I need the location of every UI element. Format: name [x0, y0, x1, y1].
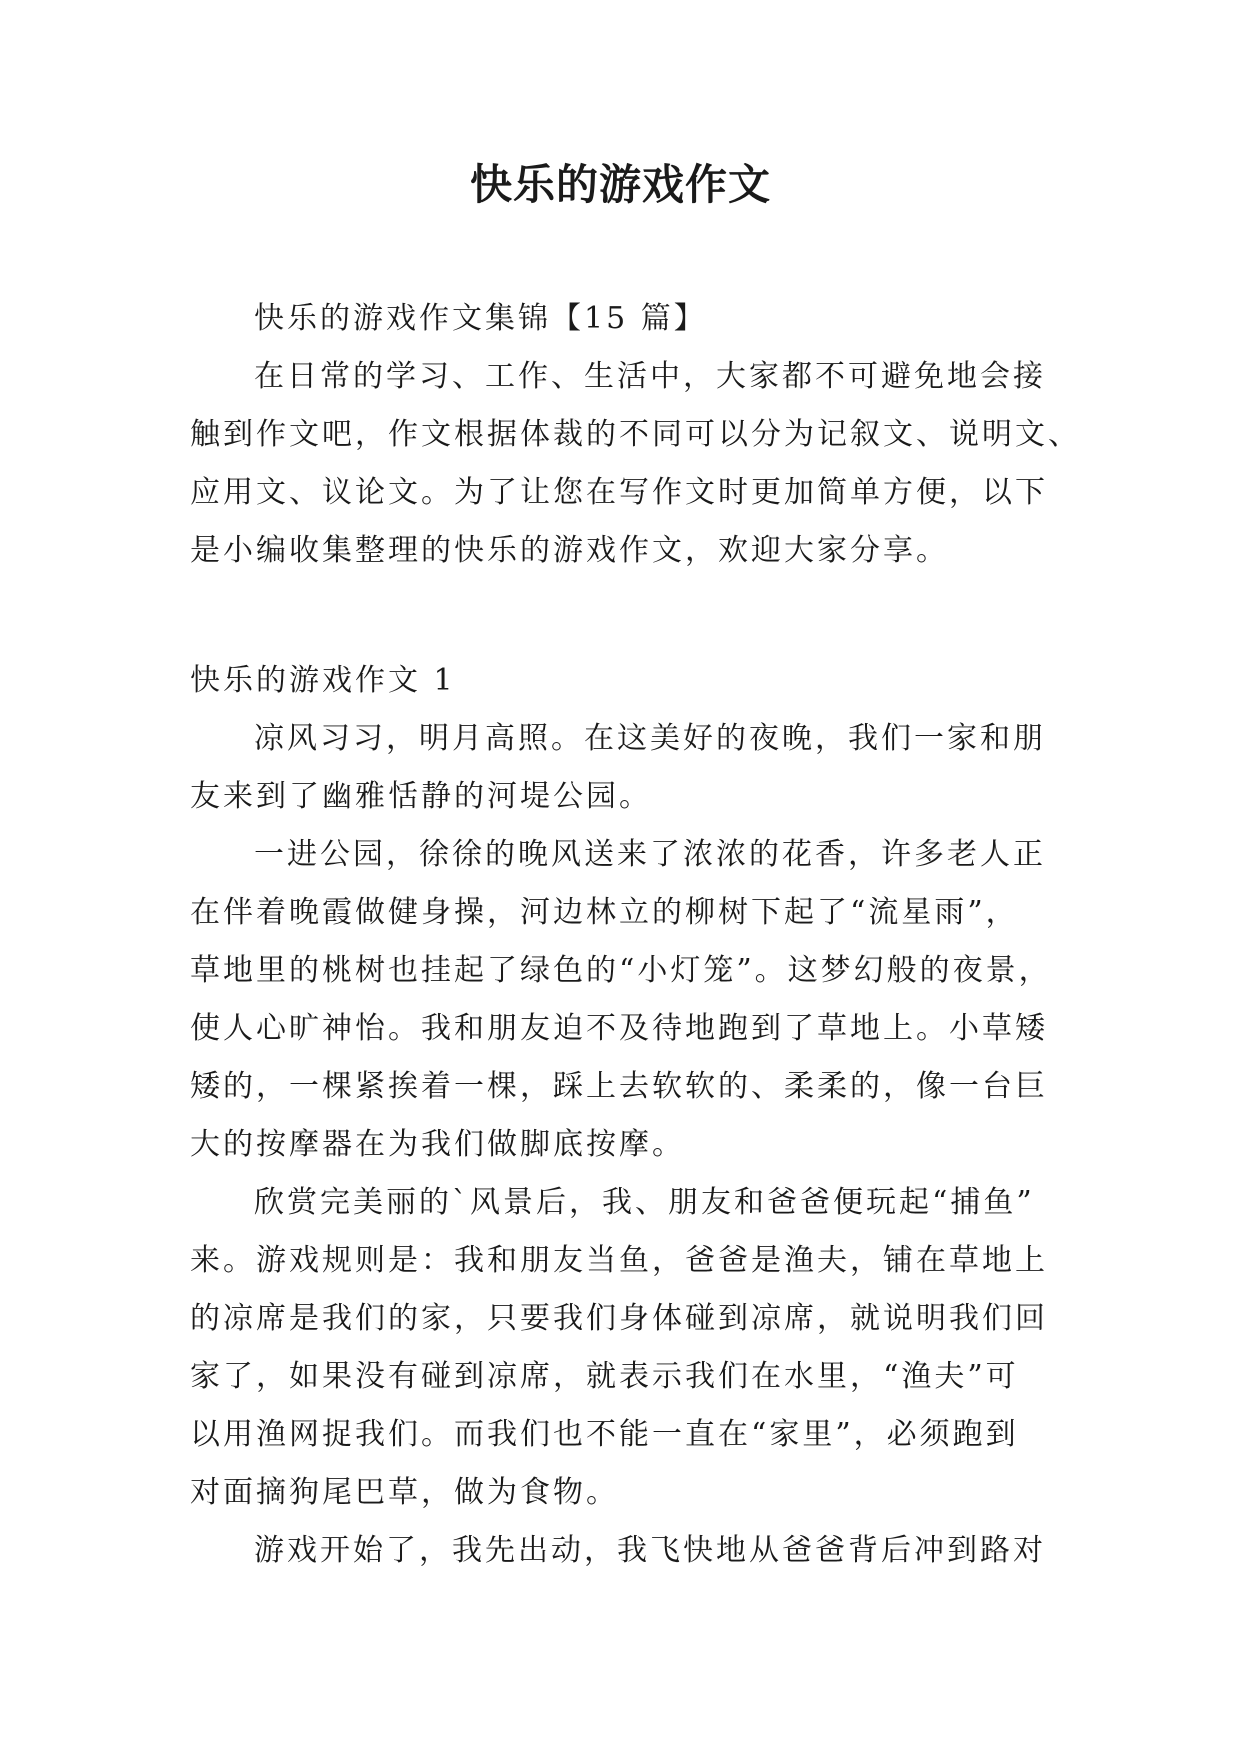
paragraph-line: 欣赏完美丽的`风景后，我、朋友和爸爸便玩起“捕鱼” — [254, 1185, 1035, 1220]
paragraph-line: 家了，如果没有碰到凉席，就表示我们在水里，“渔夫”可 — [190, 1359, 1019, 1394]
paragraph-line: 来。游戏规则是：我和朋友当鱼，爸爸是渔夫，铺在草地上 — [190, 1243, 1048, 1278]
subtitle: 快乐的游戏作文集锦【15 篇】 — [254, 301, 707, 336]
paragraph-line: 矮的，一棵紧挨着一棵，踩上去软软的、柔柔的，像一台巨 — [190, 1069, 1048, 1104]
paragraph-line: 使人心旷神怡。我和朋友迫不及待地跑到了草地上。小草矮 — [190, 1011, 1048, 1046]
paragraph-line: 是小编收集整理的快乐的游戏作文，欢迎大家分享。 — [190, 533, 949, 568]
paragraph-line: 友来到了幽雅恬静的河堤公园。 — [190, 779, 652, 814]
paragraph-line: 在伴着晚霞做健身操，河边林立的柳树下起了“流星雨”， — [190, 895, 1019, 930]
paragraph-line: 触到作文吧，作文根据体裁的不同可以分为记叙文、说明文、 — [190, 417, 1081, 452]
paragraph-line: 一进公园，徐徐的晚风送来了浓浓的花香，许多老人正 — [254, 837, 1046, 872]
page-title: 快乐的游戏作文 — [469, 160, 771, 209]
document-body — [190, 290, 1081, 1580]
intro-paragraph — [190, 348, 1081, 580]
paragraph-line: 游戏开始了，我先出动，我飞快地从爸爸背后冲到路对 — [254, 1533, 1046, 1568]
paragraph-line: 草地里的桃树也挂起了绿色的“小灯笼”。这梦幻般的夜景， — [190, 953, 1052, 988]
paragraph-line: 大的按摩器在为我们做脚底按摩。 — [190, 1127, 685, 1162]
paragraph-line: 应用文、议论文。为了让您在写作文时更加简单方便，以下 — [190, 475, 1048, 510]
paragraph-2 — [190, 826, 1050, 1174]
paragraph-line: 对面摘狗尾巴草，做为食物。 — [190, 1475, 619, 1510]
paragraph-line: 的凉席是我们的家，只要我们身体碰到凉席，就说明我们回 — [190, 1301, 1048, 1336]
spacer — [190, 580, 1050, 652]
paragraph-4 — [190, 1522, 1050, 1580]
paragraph-line: 凉风习习，明月高照。在这美好的夜晚，我们一家和朋 — [254, 721, 1046, 756]
paragraph-3 — [190, 1174, 1050, 1522]
paragraph-1 — [190, 710, 1050, 826]
section-heading: 快乐的游戏作文 1 — [190, 663, 456, 698]
paragraph-line: 以用渔网捉我们。而我们也不能一直在“家里”，必须跑到 — [190, 1417, 1019, 1452]
paragraph-line: 在日常的学习、工作、生活中，大家都不可避免地会接 — [254, 359, 1046, 394]
